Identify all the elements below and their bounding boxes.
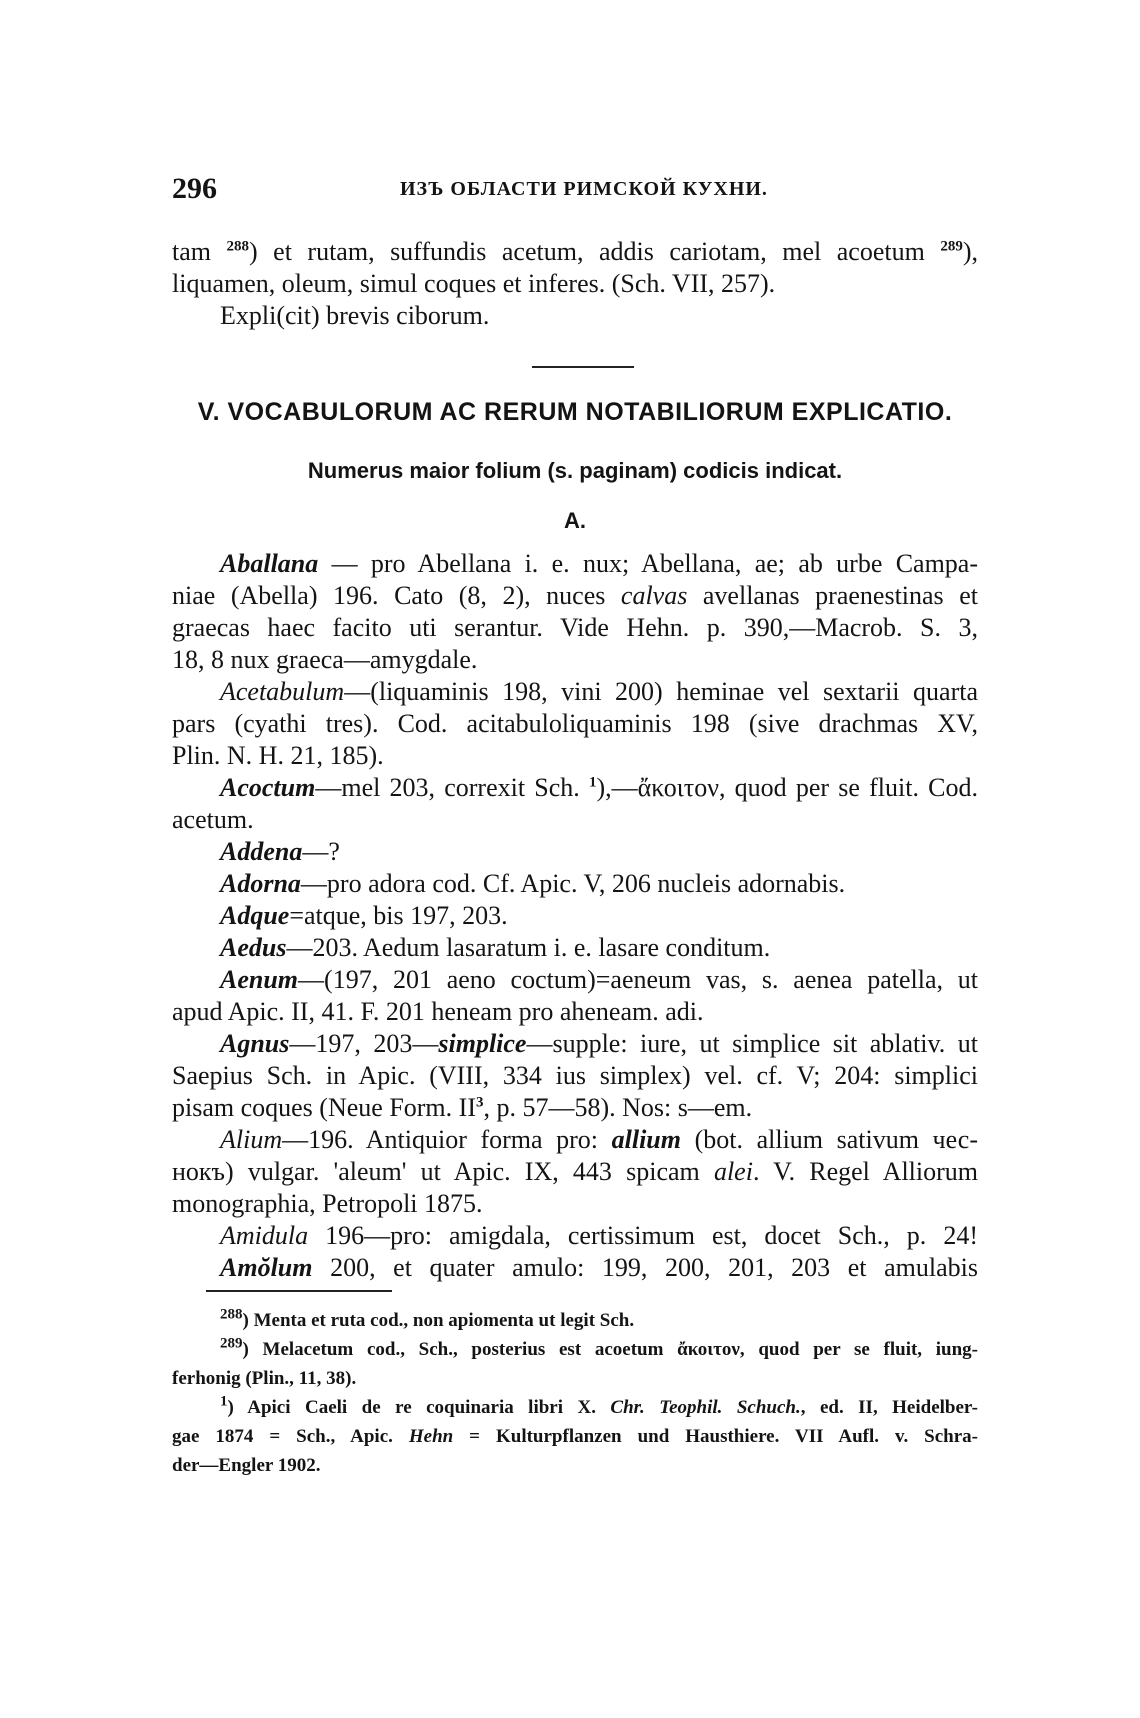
text-line: monographia, Petropoli 1875. (172, 1189, 483, 1218)
footnote-divider (206, 1290, 392, 1292)
text-line: gae 1874 = Sch., Apic. Hehn = Kulturpflanzen und Hausthiere. VII Aufl. v. Schra- (172, 1426, 978, 1447)
section-title: V. VOCABULORUM AC RERUM NOTABILIORUM EXPLICATIO. (197, 398, 953, 426)
text-line: der—Engler 1902. (172, 1455, 321, 1476)
text-line: ferhonig (Plin., 11, 38). (172, 1368, 357, 1389)
text-line: нокъ) vulgar. 'aleum' ut Apic. IX, 443 spicam alei. V. Regel Alliorum (172, 1157, 978, 1186)
text-line: graecas haec facito uti serantur. Vide Hehn. p. 390,—Macrob. S. 3, (172, 613, 978, 642)
section-divider (532, 366, 634, 368)
text-line: tam $^{288}$) et rutam, suffundis acetum, addis cariotam, mel acoetum $^{289}$), (172, 237, 978, 266)
entry-aballana: Aballana — pro Abellana i. e. nux; Abellana, ae; ab urbe Campa- (220, 549, 978, 578)
text-line: acetum. (172, 805, 254, 834)
letter-heading: A. (564, 508, 586, 533)
entry-adorna: Adorna—pro adora cod. Cf. Apic. V, 206 nucleis adornabis. (220, 869, 846, 898)
text-line: niae (Abella) 196. Cato (8, 2), nuces calvas avellanas praenestinas et (172, 581, 978, 610)
footnote-1: $^1$) Apici Caeli de re coquinaria libri X. Chr. Teophil. Schuch., ed. II, Heidelber- (220, 1393, 978, 1418)
page-number: 296 (172, 172, 217, 205)
entry-amolum: Amŏlum 200, et quater amulo: 199, 200, 201, 203 et amulabis (220, 1253, 978, 1282)
footnote-289: $^{289}$) Melacetum cod., Sch., posterius est acoetum ἄκοιτον, quod per se fluit, iung- (220, 1335, 978, 1360)
running-head (172, 172, 972, 212)
entry-adque: Adque=atque, bis 197, 203. (220, 901, 508, 930)
text-line: pars (cyathi tres). Cod. acitabuloliquaminis 198 (sive drachmas XV, (172, 709, 978, 738)
running-title: ИЗЪ ОБЛАСТИ РИМСКОЙ КУХНИ. (400, 178, 768, 200)
entry-aenum: Aenum—(197, 201 aeno coctum)=aeneum vas, s. aenea patella, ut (220, 965, 978, 994)
footnote-288: $^{288}$) Menta et ruta cod., non apiomenta ut legit Sch. (220, 1306, 635, 1331)
text-line: 18, 8 nux graeca—amygdale. (172, 645, 478, 674)
footnotes (172, 1306, 978, 1480)
entry-acetabulum: Acetabulum—(liquaminis 198, vini 200) heminae vel sextarii quarta (220, 677, 978, 706)
entry-aedus: Aedus—203. Aedum lasaratum i. e. lasare conditum. (220, 933, 771, 962)
entry-acoctum: Acoctum—mel 203, correxit Sch. $^1$),—ἄκοιτον, quod per se fluit. Cod. (220, 773, 978, 802)
entry-amidula: Amidula 196—pro: amigdala, certissimum est, docet Sch., p. 24! (220, 1221, 978, 1250)
entry-alium: Alium—196. Antiquior forma pro: allium (bot. allium sativum чес- (220, 1125, 978, 1154)
text-line: Saepius Sch. in Apic. (VIII, 334 ius simplex) vel. cf. V; 204: simplici (172, 1061, 978, 1090)
text-line: apud Apic. II, 41. F. 201 heneam pro aheneam. adi. (172, 997, 704, 1026)
entry-agnus: Agnus—197, 203—simplice—supple: iure, ut simplice sit ablativ. ut (220, 1029, 978, 1058)
text-line: Plin. N. H. 21, 185). (172, 741, 384, 770)
text-line: liquamen, oleum, simul coques et inferes. (Sch. VII, 257). (172, 269, 776, 298)
text-line: Expli(cit) brevis ciborum. (220, 301, 490, 330)
entry-addena: Addena—? (220, 837, 340, 866)
text-line: pisam coques (Neue Form. $II^3$, p. 57—58). Nos: s—em. (172, 1093, 753, 1122)
glossary (172, 548, 978, 1284)
recipe-ending (172, 236, 978, 332)
section-subtitle: Numerus maior folium (s. paginam) codicis indicat. (307, 458, 843, 483)
